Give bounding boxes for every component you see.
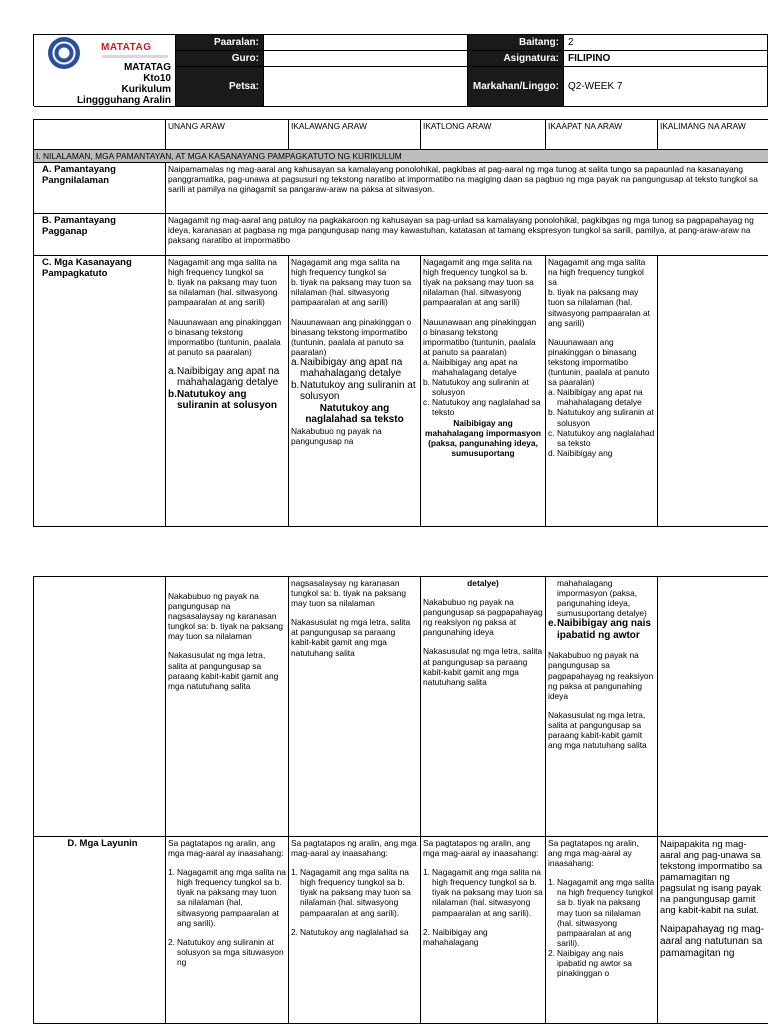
cont-day-4: mahahalagang impormasyon (paksa, pangunahing ideya, sumusuportang detalye) e. Naibibigay ang nais ipabatid ng awtor Nakabubuo ng payak na pangungusap sa pagpapahayag ng reaksiyon ng paksa at pangunahing ideya Nakasusulat ng mga letra, salita at pangungusap sa paraang kabit-kabit gamit ang mga natutuhang salita xyxy=(546,577,658,837)
row-b-text: Nagagamit ng mag-aaral ang patuloy na pagkakaroon ng kahusayan sa pag-unlad sa kamalayang ponolohikal, pagkibgas ng mga tunog sa pagpapahayag ng ideya, karanasan at pagbasa ng mga pangungusap nang may kawastuhan, katatasan at tamang ekspresyon tungkol sa sarili, pamilya, at pang-araw-araw na paksang naratibo at impormatibo xyxy=(166,214,768,256)
day-5-header: IKALIMANG NA ARAW xyxy=(658,120,768,150)
c4-p1b: b. tiyak na paksang may tuon sa nilalaman (hal. sitwasyong pampaaralan at ang sarili) xyxy=(548,287,650,328)
c2-b: Natutukoy ang suliranin at solusyon xyxy=(300,379,416,403)
c3-b: Natutukoy ang suliranin at solusyon xyxy=(432,377,529,398)
curriculum-title xyxy=(77,62,171,106)
c2-p1: Nagagamit ang mga salita na high frequency tungkol sa xyxy=(291,257,400,278)
row-mga-layunin xyxy=(34,837,768,1024)
c4-b: Natutukoy ang suliranin at solusyon xyxy=(557,407,654,428)
day-2-header: IKALAWANG ARAW xyxy=(289,120,421,150)
baitang-field[interactable]: 2 xyxy=(564,35,768,51)
lesson-table-page-1 xyxy=(33,119,768,527)
asignatura-field[interactable]: FILIPINO xyxy=(564,51,768,67)
petsa-label: Petsa: xyxy=(176,67,264,107)
c2-a: Naibibigay ang apat na mahahalagang detalye xyxy=(300,356,403,380)
c3-c: Natutukoy ang naglalahad sa teksto xyxy=(432,397,541,418)
c3-p2: Nauunawaan ang pinakinggan o binasang tekstong impormatibo (tuntunin, paalala at panuto sa paaralan) xyxy=(423,316,537,357)
cont4-e: Naibibigay ang nais ipabatid ng awtor xyxy=(557,618,651,641)
row-a-label: A. Pamantayang Pangnilalaman xyxy=(34,163,166,214)
row-c-continued xyxy=(34,577,768,837)
c3-a: Naibibigay ang apat na mahahalagang detalye xyxy=(432,356,518,378)
c4-p1: Nagagamit ang mga salita na high frequency tungkol sa xyxy=(548,257,646,288)
empty-corner xyxy=(34,120,166,150)
lesson-header xyxy=(33,34,768,106)
cont1-p2: Nakasusulat ng mga letra, salita at pangungusap sa paraang kabit-kabit gamit ang mga natutuhang salita xyxy=(168,650,279,691)
cont-day-5 xyxy=(658,577,768,837)
section-1-title: I. NILALAMAN, MGA PAMANTAYAN, AT MGA KASANAYANG PAMPAGKATUTO NG KURIKULUM xyxy=(34,150,768,163)
c1-p2: Nauunawaan ang pinakinggan o binasang tekstong impormatibo (tuntunin, paalala at panuto sa paaralan) xyxy=(168,316,282,357)
c3-d: Naibibigay ang mahahalagang impormasyon (paksa, pangunahing ideya, sumusuportang xyxy=(425,417,541,458)
cont3-p2: Nakasusulat ng mga letra, salita at pangungusap sa paraang kabit-kabit gamit ang mga natutuhang salita xyxy=(423,646,543,687)
d4-i1: Nagagamit ang mga salita na high frequency tungkol sa b. tiyak na paksang may tuon sa nilalaman (hal. sitwasyong pampaaralan at ang sarili). xyxy=(557,877,655,948)
cont3-p1: Nakabubuo ng payak na pangungusap sa pagpapahayag ng reaksiyon ng paksa at pangunahing ideya xyxy=(423,597,543,638)
c3-p1: Nagagamit ang mga salita na high frequency tungkol sa b. tiyak na paksang may tuon sa nilalaman (hal. sitwasyong pampaaralan at ang sarili) xyxy=(423,257,534,308)
logo-line-4: Linggguhang Aralin xyxy=(76,95,171,106)
deped-seal-icon xyxy=(48,37,80,69)
day-header-row xyxy=(34,120,768,150)
row-c-day-5 xyxy=(658,256,768,527)
d1-i1: Nagagamit ang mga salita na high frequency tungkol sa b. tiyak na paksang may tuon sa nilalaman (hal. sitwasyong pampaaralan at ang sarili). xyxy=(177,867,286,928)
c4-p2: Nauunawaan ang pinakinggan o binasang tekstong impormatibo (tuntunin, paalala at panuto sa paaralan) xyxy=(548,336,650,388)
row-d-day-2: Sa pagtatapos ng aralin, ang mga mag-aaral ay inaasahang: 1. Nagagamit ang mga salita na high frequency tungkol sa b. tiyak na paksang may tuon sa nilalaman (hal. sitwasyong pampaaralan at ang sarili). 2. Natutukoy ang naglalahad sa xyxy=(289,837,421,1024)
asignatura-label: Asignatura: xyxy=(468,51,564,67)
cont2-p2: Nakasusulat ng mga letra, salita at pangungusap sa paraang kabit-kabit gamit ang mga natutuhang salita xyxy=(291,617,411,658)
day-4-header: IKAAPAT NA ARAW xyxy=(546,120,658,150)
c4-a: Naibibigay ang apat na mahahalagang detalye xyxy=(557,387,643,408)
row-d-label: D. Mga Layunin xyxy=(34,837,166,1024)
d2-i2: Natutukoy ang naglalahad sa xyxy=(300,926,409,937)
section-1-row xyxy=(34,150,768,163)
c2-p2: Nauunawaan ang pinakinggan o binasang tekstong impormatibo (tuntunin, paalala at panuto sa paaralan) xyxy=(291,316,412,357)
row-c-day-4: Nagagamit ang mga salita na high frequency tungkol sa b. tiyak na paksang may tuon sa nilalaman (hal. sitwasyong pampaaralan at ang sarili) Nauunawaan ang pinakinggan o binasang tekstong impormatibo (tuntunin, paalala at panuto sa paaralan) a. Naibibigay ang apat na mahahalagang detalye b. Natutukoy ang suliranin at solusyon c. Natutukoy ang naglalahad sa teksto d. Naibibigay ang xyxy=(546,256,658,527)
c1-b: Natutukoy ang suliranin at solusyon xyxy=(177,388,278,412)
cont-empty-label xyxy=(34,577,166,837)
row-d-day-1: Sa pagtatapos ng aralin, ang mga mag-aaral ay inaasahang: 1. Nagagamit ang mga salita na high frequency tungkol sa b. tiyak na paksang may tuon sa nilalaman (hal. sitwasyong pampaaralan at ang sarili). 2. Natutukoy ang suliranin at solusyon sa mga situwasyon ng xyxy=(166,837,289,1024)
d3-i1: Nagagamit ang mga salita na high frequency tungkol sa b. tiyak na paksang may tuon sa nilalaman (hal. sitwasyong pampaaralan at ang sarili). xyxy=(432,867,543,918)
d4-i2: Naibigay ang nais ipabatid ng awtor sa pinakinggan o xyxy=(557,947,632,979)
d2-intro: Sa pagtatapos ng aralin, ang mga mag-aaral ay inaasahang: xyxy=(291,838,417,859)
logo-line-3: Kurikulum xyxy=(121,84,171,95)
d5-p2: Naipapahayag ng mag-aaral ang natutunan sa pamamagitan ng xyxy=(660,924,764,959)
c4-d: Naibibigay ang xyxy=(557,447,613,458)
row-c-day-3: Nagagamit ang mga salita na high frequency tungkol sa b. tiyak na paksang may tuon sa nilalaman (hal. sitwasyong pampaaralan at ang sarili) Nauunawaan ang pinakinggan o binasang tekstong impormatibo (tuntunin, paalala at panuto sa paaralan) a. Naibibigay ang apat na mahahalagang detalye b. Natutukoy ang suliranin at solusyon c. Natutukoy ang naglalahad sa teksto Naibibigay ang mahahalagang impormasyon (paksa, pangunahing ideya, sumusuportang xyxy=(421,256,546,527)
day-1-header: UNANG ARAW xyxy=(166,120,289,150)
cont-day-2 xyxy=(289,577,421,837)
day-3-header: IKATLONG ARAW xyxy=(421,120,546,150)
d1-i2: Natutukoy ang suliranin at solusyon sa mga situwasyon ng xyxy=(177,936,284,967)
d4-intro: Sa pagtatapos ng aralin, ang mga mag-aaral ay inaasahang: xyxy=(548,838,639,869)
d2-i1: Nagagamit ang mga salita na high frequency tungkol sa b. tiyak na paksang may tuon sa nilalaman (hal. sitwasyong pampaaralan at ang sarili). xyxy=(300,867,411,918)
row-d-day-4: Sa pagtatapos ng aralin, ang mga mag-aaral ay inaasahang: 1. Nagagamit ang mga salita na high frequency tungkol sa b. tiyak na paksang may tuon sa nilalaman (hal. sitwasyong pampaaralan at ang sarili). 2. Naibigay ang nais ipabatid ng awtor sa pinakinggan o xyxy=(546,837,658,1024)
logo-line-1: MATATAG xyxy=(123,62,171,73)
paaralan-field[interactable] xyxy=(264,35,468,51)
c2-p1b: b. tiyak na paksang may tuon sa nilalaman (hal. sitwasyong pampaaralan at ang sarili) xyxy=(291,277,412,308)
row-d-day-3: Sa pagtatapos ng aralin, ang mga mag-aaral ay inaasahang: 1. Nagagamit ang mga salita na high frequency tungkol sa b. tiyak na paksang may tuon sa nilalaman (hal. sitwasyong pampaaralan at ang sarili). 2. Naibibigay ang mahahalagang xyxy=(421,837,546,1024)
c2-p3: Nakabubuo ng payak na pangungusap na xyxy=(291,425,382,447)
c1-p1b: b. tiyak na paksang may tuon sa nilalaman (hal. sitwasyong pampaaralan at ang sarili) xyxy=(168,277,278,308)
row-c-day-1: Nagagamit ang mga salita na high frequency tungkol sa b. tiyak na paksang may tuon sa nilalaman (hal. sitwasyong pampaaralan at ang sarili) Nauunawaan ang pinakinggan o binasang tekstong impormatibo (tuntunin, paalala at panuto sa paaralan) a. Naibibigay ang apat na mahahalagang detalye b. Natutukoy ang suliranin at solusyon xyxy=(166,256,289,527)
c2-c: Natutukoy ang naglalahad sa teksto xyxy=(305,402,404,426)
markahan-field[interactable]: Q2-WEEK 7 xyxy=(564,67,768,107)
petsa-field[interactable] xyxy=(264,67,468,107)
logo-line-2: Kto10 xyxy=(143,73,171,84)
c4-c: Natutukoy ang naglalahad sa teksto xyxy=(557,427,655,448)
row-d-day-5 xyxy=(658,837,768,1024)
cont1-p1: Nakabubuo ng payak na pangungusap na nagsasalaysay ng karanasan tungkol sa: b. tiyak na paksang may tuon sa nilalaman xyxy=(168,591,283,642)
guro-label: Guro: xyxy=(176,51,264,67)
d5-p1: Naipapakita ng mag-aaral ang pag-unawa sa tekstong impormatibo sa pamamagitan ng pagsulat ng isang payak na pangungusap gamit ang kabit-kabit na sulat. xyxy=(660,838,763,915)
cont4-p1: Nakabubuo ng payak na pangungusap sa pagpapahayag ng reaksiyon ng paksa at pangunahing ideya xyxy=(548,650,654,701)
d3-intro: Sa pagtatapos ng aralin, ang mga mag-aaral ay inaasahang: xyxy=(423,838,539,859)
d3-i2: 2. Naibibigay ang mahahalagang xyxy=(423,926,488,947)
row-c-label: C. Mga Kasanayang Pampagkatuto xyxy=(34,256,166,527)
markahan-label: Markahan/Linggo: xyxy=(468,67,564,107)
row-pamantayang-pagganap xyxy=(34,214,768,256)
cont-day-1 xyxy=(166,577,289,837)
cont4-p2: Nakasusulat ng mga letra, salita at pangungusap sa paraang kabit-kabit gamit ang mga natutuhang salita xyxy=(548,709,647,751)
cont4-p0: mahahalagang impormasyon (paksa, pangunahing ideya, sumusuportang detalye) xyxy=(557,578,647,619)
row-b-label: B. Pamantayang Pagganap xyxy=(34,214,166,256)
brand-logo: MATATAG xyxy=(101,42,152,53)
row-a-text: Naipamamalas ng mag-aaral ang kahusayan sa kamalayang ponolohikal, pagkibas at pag-aaral ng mga tunog at salita tungo sa papaunlad na kasanayang panggramatika, pag-unawa at pagsusuri ng tekstong naratibo at impormatibo na magiging daan sa pagbuo ng mga payak na pangungusap at teksto tungkol sa sarili at pamilya na ginagamit sa pangaraw-araw na paksa at sitwasyon. xyxy=(166,163,768,214)
logo-block xyxy=(34,35,176,107)
row-kasanayang-pampagkatuto xyxy=(34,256,768,527)
brand-tagline-bar xyxy=(102,55,168,58)
guro-field[interactable] xyxy=(264,51,468,67)
cont3-p0: detalye) xyxy=(467,578,499,588)
baitang-label: Baitang: xyxy=(468,35,564,51)
c1-p1: Nagagamit ang mga salita na high frequency tungkol sa xyxy=(168,257,277,278)
cont-day-3 xyxy=(421,577,546,837)
c1-a: Naibibigay ang apat na mahahalagang detalye xyxy=(177,365,280,389)
cont2-p1: nagsasalaysay ng karanasan tungkol sa: b. tiyak na paksang may tuon sa nilalaman xyxy=(291,578,406,609)
d1-intro: Sa pagtatapos ng aralin, ang mga mag-aaral ay inaasahang: xyxy=(168,838,284,859)
row-c-day-2: Nagagamit ang mga salita na high frequency tungkol sa b. tiyak na paksang may tuon sa nilalaman (hal. sitwasyong pampaaralan at ang sarili) Nauunawaan ang pinakinggan o binasang tekstong impormatibo (tuntunin, paalala at panuto sa paaralan) a. Naibibigay ang apat na mahahalagang detalye b. Natutukoy ang suliranin at solusyon Natutukoy ang naglalahad sa teksto Nakabubuo ng payak na pangungusap na xyxy=(289,256,421,527)
paaralan-label: Paaralan: xyxy=(176,35,264,51)
header-fields xyxy=(176,35,768,106)
lesson-table-page-2 xyxy=(33,576,768,1024)
row-pamantayang-pangnilalaman xyxy=(34,163,768,214)
